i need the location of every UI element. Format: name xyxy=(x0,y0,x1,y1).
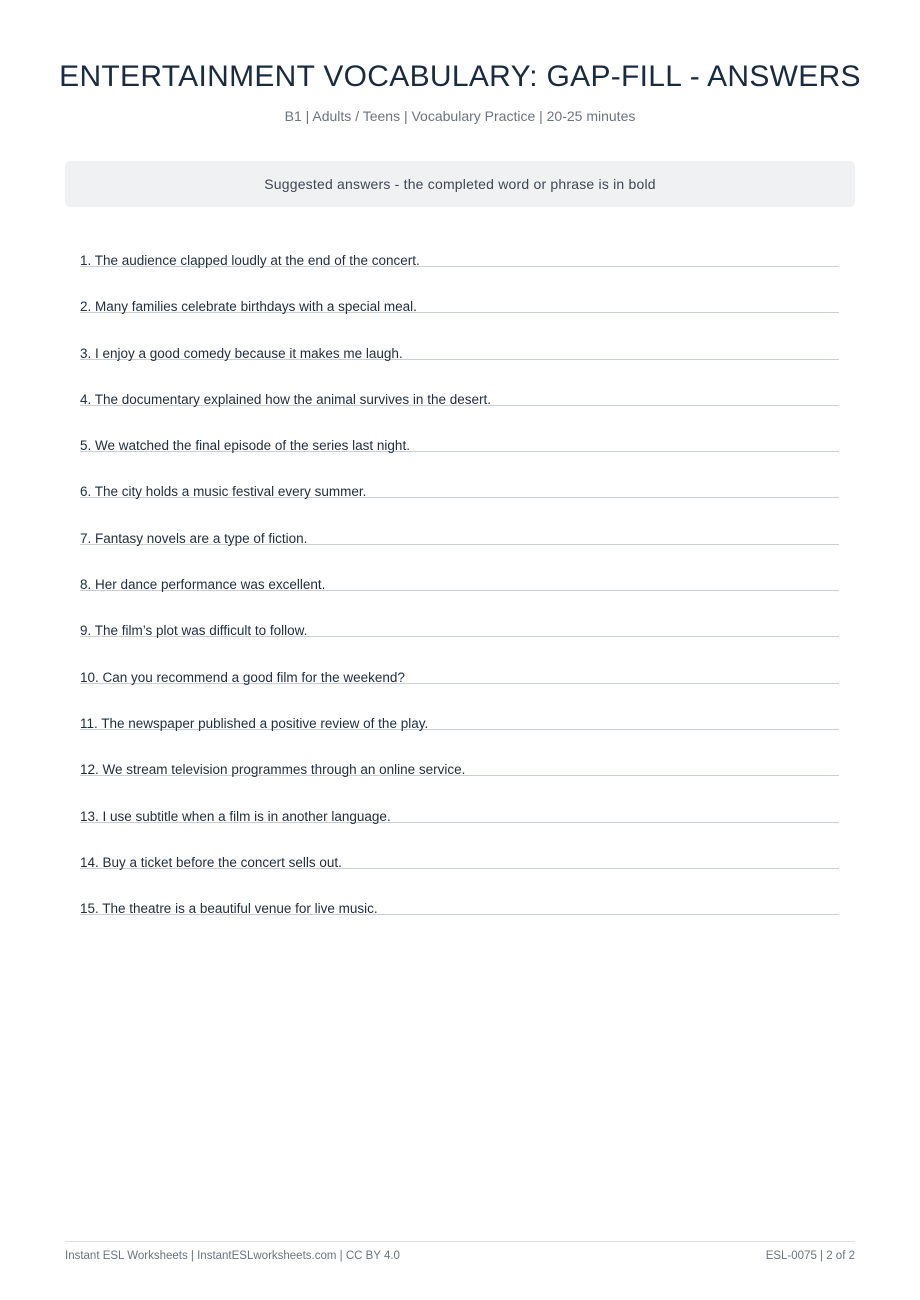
answer-text: 9. The film’s plot was difficult to follow. xyxy=(80,623,308,639)
footer-divider xyxy=(65,1241,855,1242)
answer-item-2 xyxy=(80,292,839,338)
answer-item-7 xyxy=(80,524,839,570)
answer-item-1 xyxy=(80,246,839,292)
answer-item-14 xyxy=(80,848,839,894)
answer-item-11 xyxy=(80,709,839,755)
footer-page-number: ESL-0075 | 2 of 2 xyxy=(765,1250,855,1262)
answer-text: 8. Her dance performance was excellent. xyxy=(80,577,326,593)
answer-text: 6. The city holds a music festival every summer. xyxy=(80,484,367,500)
answer-text: 2. Many families celebrate birthdays with a special meal. xyxy=(80,299,417,315)
page-subtitle: B1 | Adults / Teens | Vocabulary Practice | 20-25 minutes xyxy=(284,108,636,124)
answer-text: 11. The newspaper published a positive review of the play. xyxy=(80,715,429,731)
answer-item-4 xyxy=(80,385,839,431)
answer-text: 1. The audience clapped loudly at the end of the concert. xyxy=(80,253,420,268)
footer-credit: Instant ESL Worksheets | InstantESLworksheets.com | CC BY 4.0 xyxy=(65,1250,400,1262)
answer-item-8 xyxy=(80,570,839,616)
answer-item-9 xyxy=(80,616,839,662)
answer-text: 4. The documentary explained how the animal survives in the desert. xyxy=(80,391,491,407)
answer-item-3 xyxy=(80,339,839,385)
answers-note-text: Suggested answers - the completed word or phrase is in bold xyxy=(264,176,656,192)
page-title: ENTERTAINMENT VOCABULARY: GAP-FILL - ANSWERS xyxy=(59,60,861,93)
answer-text: 14. Buy a ticket before the concert sells out. xyxy=(80,854,342,870)
answer-text: 10. Can you recommend a good film for the weekend? xyxy=(80,669,405,685)
answer-item-15 xyxy=(80,894,839,940)
answer-text: 12. We stream television programmes through an online service. xyxy=(80,762,466,778)
answer-item-5 xyxy=(80,431,839,477)
answer-item-10 xyxy=(80,663,839,709)
answer-item-12 xyxy=(80,755,839,801)
answer-item-6 xyxy=(80,477,839,523)
answer-list xyxy=(80,246,839,940)
answer-text: 13. I use subtitle when a film is in another language. xyxy=(80,808,391,824)
answers-note-box xyxy=(65,161,855,207)
answer-text: 3. I enjoy a good comedy because it makes me laugh. xyxy=(80,345,403,361)
answer-text: 15. The theatre is a beautiful venue for live music. xyxy=(80,901,378,917)
answer-text: 7. Fantasy novels are a type of fiction. xyxy=(80,530,308,546)
answer-item-13 xyxy=(80,802,839,848)
answer-text: 5. We watched the final episode of the series last night. xyxy=(80,438,410,454)
